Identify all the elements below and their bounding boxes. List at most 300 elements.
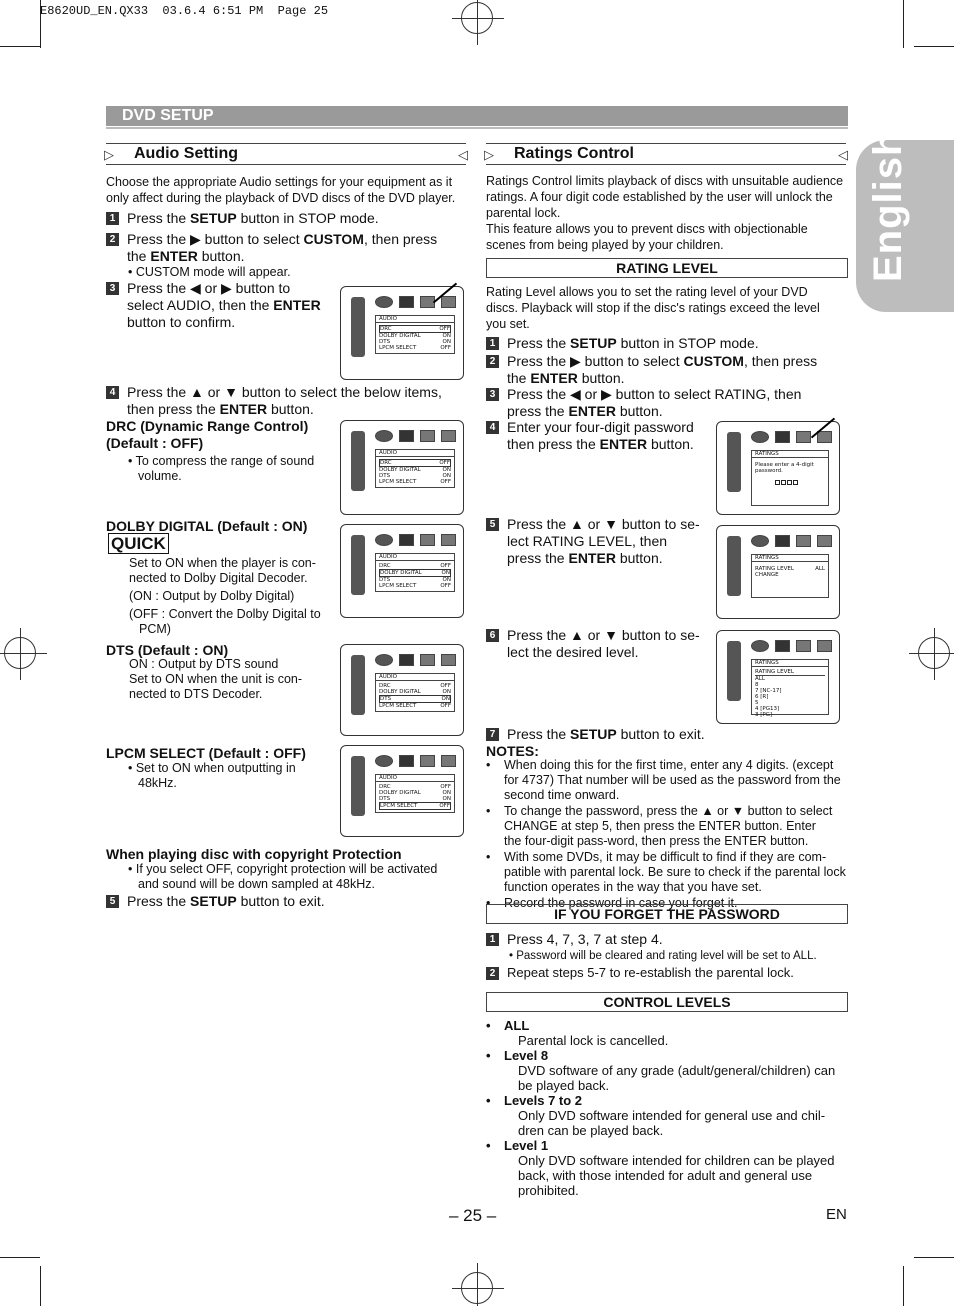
text: OFF: [440, 683, 451, 689]
level-desc: DVD software of any grade (adult/general/children) can: [518, 1063, 836, 1078]
dolby-notes: [129, 556, 339, 637]
remote-icon: [351, 535, 365, 595]
registration-mark: [4, 637, 36, 669]
crop-mark: [40, 1266, 41, 1306]
crop-mark: [903, 1266, 904, 1306]
text: ON: [442, 339, 451, 345]
text: (ON : Output by Dolby Digital): [129, 589, 295, 603]
level-row: 5: [755, 700, 759, 706]
key-icon: [817, 640, 832, 652]
text: button.: [577, 370, 625, 386]
key-icon: [441, 534, 456, 546]
ratings-section-title: ▷ Ratings Control ◁: [486, 143, 846, 165]
menu-title: RATINGS: [752, 660, 828, 667]
remote-icon: [351, 756, 365, 816]
speaker-icon: [420, 755, 435, 767]
remote-icon: [727, 536, 741, 596]
text: RATING LEVEL: [755, 566, 794, 572]
level-item: • Level 1 Only DVD software intended for children can be played back, with those intended for adult and general use prohibited.: [486, 1138, 848, 1198]
text: To change the password, press the ▲ or ▼ button to select: [504, 804, 833, 818]
ratings-step6: [507, 627, 712, 661]
level-desc: Only DVD software intended for general use and chil-: [518, 1108, 826, 1123]
ratings-intro: [486, 173, 848, 253]
text-line: parental lock.: [486, 206, 561, 220]
level-select-screen: [716, 630, 840, 724]
level-name: Levels 7 to 2: [504, 1093, 583, 1108]
text-line: you set.: [486, 317, 530, 331]
text-line: This feature allows you to prevent discs with objectionable: [486, 222, 808, 236]
level-item: • Level 8 DVD software of any grade (adult/general/children) can be played back.: [486, 1048, 848, 1093]
level-row: 8: [755, 682, 759, 688]
note-item: • When doing this for the first time, enter any 4 digits. (except for 4737) That number will be used as the password from the second time onward.: [486, 758, 848, 803]
menu-title: AUDIO: [376, 316, 454, 323]
audio-menu: [375, 553, 455, 592]
level-desc: Parental lock is cancelled.: [518, 1033, 669, 1048]
speaker-icon: [420, 534, 435, 546]
step-number: 2: [106, 233, 119, 246]
text: volume.: [138, 469, 182, 483]
disc-icon: [375, 534, 393, 546]
text: button.: [267, 401, 314, 417]
key-icon: [817, 431, 832, 443]
text: for 4737) That number will be used as the password from the: [504, 773, 841, 787]
text: then press the: [507, 436, 600, 452]
copy-notes: [128, 862, 437, 892]
ratings-step1: [507, 335, 759, 352]
text: Enter your four-digit password: [507, 419, 694, 435]
text: DRC: [379, 563, 391, 569]
text: DTS: [380, 696, 392, 702]
step-number: 4: [106, 386, 119, 399]
tv-icon: [399, 755, 414, 767]
text: Press the: [127, 210, 191, 226]
text: button.: [197, 248, 245, 264]
menu-icons: [375, 653, 462, 671]
text-line: Choose the appropriate Audio settings for your equipment as it: [106, 175, 453, 189]
text: patible with parental lock. Be sure to check if the parental lock: [504, 865, 846, 879]
text: ON: [442, 577, 451, 583]
text: ON: [442, 333, 451, 339]
text: Press the: [507, 335, 571, 351]
menu-icons: [375, 533, 462, 551]
text: lect the desired level.: [507, 644, 639, 660]
text: DRC: [380, 460, 392, 466]
speaker-icon: [796, 640, 811, 652]
menu-icons: [375, 754, 462, 772]
forget-step1: Press 4, 7, 3, 7 at step 4.: [507, 931, 663, 947]
page-number: – 25 –: [449, 1206, 497, 1225]
note-item: • Record the password in case you forget it.: [486, 896, 848, 911]
text: With some DVDs, it may be difficult to find if they are com-: [504, 850, 827, 864]
text: ENTER: [568, 550, 616, 566]
menu-row: [379, 459, 451, 467]
crop-mark: [0, 46, 40, 47]
text: OFF: [440, 345, 451, 351]
text: button to exit.: [236, 893, 325, 909]
speaker-icon: [796, 535, 811, 547]
text-line: discs. Playback will stop if the disc's ratings exceed the level: [486, 301, 820, 315]
drc-title: [106, 418, 308, 452]
key-icon: [441, 296, 456, 308]
text: LPCM SELECT: [379, 345, 417, 351]
text: LPCM SELECT: [379, 703, 417, 709]
text: Press the ▲ or ▼ button to se-: [507, 627, 700, 643]
rating-level-screen: [716, 525, 840, 619]
text: , then press: [743, 353, 818, 369]
disc-icon: [751, 535, 769, 547]
text: CHANGE: [755, 572, 779, 578]
text: • Set to ON when outputting in: [128, 761, 296, 775]
menu-row: [379, 569, 451, 577]
text: the: [507, 370, 531, 386]
text: LPCM SELECT: [379, 583, 417, 589]
menu-icons: [375, 429, 462, 447]
rating-level-intro: [486, 284, 848, 332]
submenu-title: RATING LEVEL: [755, 669, 825, 676]
key-icon: [441, 430, 456, 442]
tv-icon: [775, 431, 790, 443]
text: OFF: [440, 563, 451, 569]
remote-icon: [727, 641, 741, 701]
notes-list: [486, 758, 848, 911]
step-number: 7: [486, 728, 499, 741]
text: button in STOP mode.: [236, 210, 379, 226]
text: lect RATING LEVEL, then: [507, 533, 668, 549]
audio-screen: [340, 286, 464, 380]
text: Set to ON when the unit is con-: [129, 672, 303, 686]
copy-title: When playing disc with copyright Protection: [106, 846, 402, 862]
rating-level-heading: RATING LEVEL: [486, 258, 848, 278]
text: press the: [507, 403, 569, 419]
text: (Default : OFF): [208, 745, 306, 761]
text: (Default : OFF): [106, 435, 204, 451]
text: nected to Dolby Digital Decoder.: [129, 571, 308, 585]
text: press the: [507, 550, 569, 566]
text: then press the: [127, 401, 220, 417]
key-icon: [441, 755, 456, 767]
audio-menu: [375, 449, 455, 488]
text: Press the: [127, 893, 191, 909]
audio-menu: [375, 315, 455, 354]
level-desc: be played back.: [518, 1078, 610, 1093]
text: DRC: [379, 784, 391, 790]
ratings-step7: [507, 726, 705, 743]
password-digits: [775, 480, 825, 485]
text: 48kHz.: [138, 776, 177, 790]
text: ENTER: [568, 403, 616, 419]
audio-title: Audio Setting: [134, 145, 238, 162]
text: DOLBY DIGITAL: [380, 570, 422, 576]
remote-icon: [727, 432, 741, 492]
menu-row: [379, 325, 451, 333]
step-number: 6: [486, 629, 499, 642]
remote-icon: [351, 431, 365, 491]
menu-title: AUDIO: [376, 775, 454, 782]
text: ON: [441, 696, 450, 702]
text: CUSTOM: [303, 231, 364, 247]
menu-icons: [751, 430, 838, 448]
menu-icons: [751, 534, 838, 552]
menu-icons: [751, 639, 838, 657]
tv-icon: [399, 534, 414, 546]
dolby-screen: [340, 524, 464, 618]
speaker-icon: [420, 654, 435, 666]
disc-icon: [751, 431, 769, 443]
text: Press the ▲ or ▼ button to select the below items,: [127, 384, 442, 400]
registration-mark: [918, 637, 950, 669]
crop-mark: [903, 0, 904, 48]
text: When doing this for the first time, enter any 4 digits. (except: [504, 758, 834, 772]
step-number: 1: [106, 212, 119, 225]
ratings-title: Ratings Control: [514, 145, 634, 162]
text: DTS: [379, 577, 391, 583]
text: OFF: [439, 460, 450, 466]
text: SETUP: [190, 893, 237, 909]
menu-row: [379, 345, 451, 351]
text: LPCM SELECT: [106, 745, 205, 761]
text: ON: [442, 689, 451, 695]
text: Press the ▲ or ▼ button to se-: [507, 516, 700, 532]
menu-title: AUDIO: [376, 450, 454, 457]
control-levels-heading: CONTROL LEVELS: [486, 992, 848, 1012]
remote-icon: [351, 655, 365, 715]
text: ON: [442, 467, 451, 473]
notes-title: NOTES:: [486, 743, 539, 759]
ratings-menu: [751, 450, 829, 506]
menu-row: [379, 695, 451, 703]
text: (OFF : Convert the Dolby Digital to: [129, 607, 321, 621]
key-icon: [817, 535, 832, 547]
text: second time onward.: [504, 788, 620, 802]
text: DRC: [379, 683, 391, 689]
text: ALL: [815, 566, 825, 572]
ratings-step3: [507, 386, 847, 420]
audio-step3: [127, 280, 342, 331]
disc-icon: [375, 430, 393, 442]
level-row: 4 [PG13]: [755, 706, 780, 712]
text: DTS: [379, 339, 391, 345]
audio-menu: [375, 774, 455, 813]
forget-password-heading: IF YOU FORGET THE PASSWORD: [486, 904, 848, 924]
text: OFF: [439, 803, 450, 809]
text: • To compress the range of sound: [128, 454, 315, 468]
text: and sound will be down sampled at 48kHz.: [138, 877, 375, 891]
text: OFF: [440, 479, 451, 485]
level-row: ALL: [755, 676, 765, 682]
speaker-icon: [796, 431, 811, 443]
step-number: 3: [106, 282, 119, 295]
text: DOLBY DIGITAL: [379, 467, 421, 473]
text-line: Rating Level allows you to set the rating level of your DVD: [486, 285, 808, 299]
key-icon: [441, 654, 456, 666]
tv-icon: [775, 535, 790, 547]
quick-label: QUICK: [108, 533, 169, 554]
ratings-step5: [507, 516, 712, 567]
ratings-step4: [507, 419, 712, 453]
text: OFF: [439, 326, 450, 332]
menu-title: AUDIO: [376, 674, 454, 681]
text: ENTER: [150, 248, 198, 264]
level-menu: [751, 659, 829, 718]
text: DOLBY DIGITAL: [379, 689, 421, 695]
crop-mark: [914, 46, 954, 47]
text: OFF: [440, 703, 451, 709]
menu-row: [379, 583, 451, 589]
forget-step1-note: • Password will be cleared and rating level will be set to ALL.: [509, 950, 817, 962]
note-item: • With some DVDs, it may be difficult to find if they are com- patible with parental lock. Be sure to check if the parental lock function operates in the way that you have set.: [486, 850, 848, 895]
text: SETUP: [570, 335, 617, 351]
drc-screen: [340, 420, 464, 515]
text: LPCM SELECT: [379, 479, 417, 485]
text: Press the: [507, 726, 571, 742]
text-line: ratings. A four digit code established by the user will unlock the: [486, 190, 833, 204]
text: select AUDIO, then the: [127, 297, 274, 313]
text: ENTER: [273, 297, 321, 313]
text: DRC (Dynamic Range Control): [106, 418, 309, 434]
lpcm-title: [106, 745, 306, 762]
disc-icon: [751, 640, 769, 652]
language-code: EN: [826, 1206, 847, 1223]
text-line: scenes from being played by your children.: [486, 238, 724, 252]
audio-step5: [127, 893, 325, 910]
text: OFF: [440, 583, 451, 589]
crop-mark: [0, 1257, 40, 1258]
text: CUSTOM: [683, 353, 744, 369]
audio-step1: [127, 210, 379, 227]
step-number: 2: [486, 355, 499, 368]
text: Press the ▶ button to select: [127, 231, 304, 247]
step-number: 5: [106, 895, 119, 908]
forget-step2: Repeat steps 5-7 to re-establish the parental lock.: [507, 965, 794, 980]
text: Press the ◀ or ▶ button to select RATING, then: [507, 386, 802, 402]
menu-row: [379, 703, 451, 709]
remote-icon: [351, 297, 365, 357]
text: ON: [441, 570, 450, 576]
level-row: 6 [R]: [755, 694, 769, 700]
text: ENTER: [599, 436, 648, 452]
audio-section-title: ▷ Audio Setting ◁: [106, 143, 466, 165]
banner-underline: [106, 127, 848, 129]
ratings-step2: [507, 353, 847, 387]
text: DOLBY DIGITAL: [379, 333, 421, 339]
level-desc: prohibited.: [518, 1183, 579, 1198]
control-levels-list: [486, 1018, 848, 1198]
text: ENTER: [219, 401, 268, 417]
level-name: ALL: [504, 1018, 530, 1033]
text: SETUP: [570, 726, 617, 742]
language-tab: [856, 130, 954, 312]
lpcm-notes: [128, 761, 296, 791]
text: OFF: [440, 784, 451, 790]
text: the four-digit pass-word, then press the ENTER button.: [504, 834, 809, 848]
level-name: Level 1: [504, 1138, 549, 1153]
dts-title: DTS (Default : ON): [106, 642, 229, 658]
text-line: Ratings Control limits playback of discs with unsuitable audience: [486, 174, 844, 188]
menu-row: [379, 479, 451, 485]
text: ON: [442, 790, 451, 796]
audio-step4: [127, 384, 467, 418]
tv-icon: [775, 640, 790, 652]
step-number: 4: [486, 421, 499, 434]
menu-title: RATINGS: [752, 555, 828, 562]
dts-notes: [129, 657, 339, 702]
banner-title: DVD SETUP: [122, 107, 214, 124]
quick-badge: [108, 535, 169, 554]
text: button to exit.: [616, 726, 705, 742]
text: ON: [442, 473, 451, 479]
lpcm-screen: [340, 745, 464, 837]
step-number: 3: [486, 388, 499, 401]
text: (Default : ON): [217, 518, 308, 534]
registration-mark: [461, 2, 493, 34]
text: DTS: [379, 796, 391, 802]
text: • If you select OFF, copyright protection will be activated: [128, 862, 438, 876]
level-item: • ALL Parental lock is cancelled.: [486, 1018, 848, 1048]
text: DOLBY DIGITAL: [379, 790, 421, 796]
disc-icon: [375, 654, 393, 666]
text: LPCM SELECT: [380, 803, 418, 809]
note-item: • To change the password, press the ▲ or ▼ button to select CHANGE at step 5, then press the ENTER button. Enter the four-digit pass-word, then press the ENTER button.: [486, 804, 848, 849]
level-item: • Levels 7 to 2 Only DVD software intended for general use and chil- dren can be played back.: [486, 1093, 848, 1138]
step-number: 5: [486, 518, 499, 531]
tv-icon: [399, 430, 414, 442]
dts-screen: [340, 644, 464, 736]
dvd-setup-banner: [106, 106, 848, 126]
menu-row: [755, 572, 825, 578]
text: CHANGE at step 5, then press the ENTER button. Enter: [504, 819, 816, 833]
speaker-icon: [420, 430, 435, 442]
tv-icon: [399, 654, 414, 666]
text: button.: [647, 436, 694, 452]
level-desc: back, with those intended for adult and general use: [518, 1168, 813, 1183]
audio-step2-note: • CUSTOM mode will appear.: [128, 265, 291, 279]
step-number: 1: [486, 337, 499, 350]
disc-icon: [375, 755, 393, 767]
text: function operates in the way that you have set.: [504, 880, 762, 894]
text: DTS: [379, 473, 391, 479]
menu-title: RATINGS: [752, 451, 828, 458]
level-row: 3 [PG]: [755, 712, 773, 718]
level-name: Level 8: [504, 1048, 549, 1063]
ratings-menu: [751, 554, 829, 598]
audio-menu: [375, 673, 455, 712]
drc-note: [128, 454, 314, 484]
text-line: only affect during the playback of DVD discs of the DVD player.: [106, 191, 456, 205]
text: ENTER: [530, 370, 578, 386]
password-screen: [716, 421, 840, 515]
text: button.: [615, 403, 663, 419]
menu-title: AUDIO: [376, 554, 454, 561]
audio-step2: [127, 231, 467, 265]
file-header: E8620UD_EN.QX33 03.6.4 6:51 PM Page 25: [40, 4, 329, 18]
text: ON : Output by DTS sound: [129, 657, 279, 671]
text: ON: [442, 796, 451, 802]
crop-mark: [914, 1257, 954, 1258]
step-number: 1: [486, 933, 499, 946]
disc-icon: [375, 296, 393, 308]
text: Record the password in case you forget it.: [504, 896, 738, 910]
text: Set to ON when the player is con-: [129, 556, 316, 570]
text: button to confirm.: [127, 314, 236, 330]
text: Press the ◀ or ▶ button to: [127, 280, 291, 296]
text: nected to DTS Decoder.: [129, 687, 263, 701]
text: button in STOP mode.: [616, 335, 759, 351]
step-number: 2: [486, 967, 499, 980]
text: the: [127, 248, 151, 264]
level-row: 7 [NC-17]: [755, 688, 782, 694]
menu-icons: [375, 295, 462, 313]
text: PCM): [139, 622, 171, 636]
